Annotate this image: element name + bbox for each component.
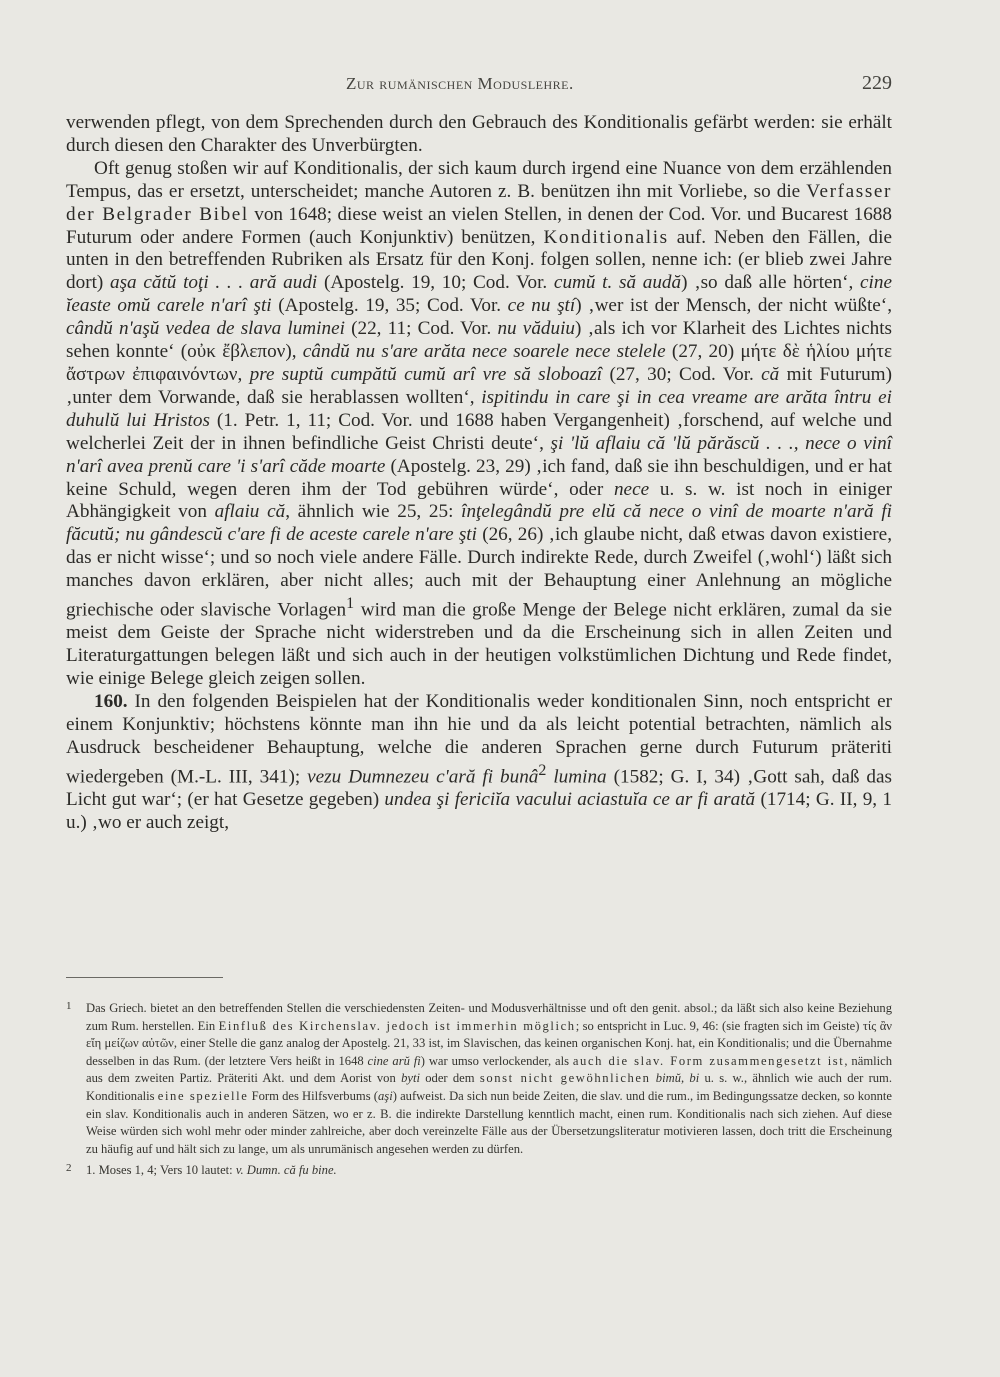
footnote-divider [66,977,223,978]
text-run: (1582; G. I, 34) ‚Gott sah, daß das Licht gut war‘; (er hat Gesetze gegeben) [66,766,893,811]
romanian-quote: ce nu ştí [507,295,576,317]
text-run: 1. Moses 1, 4; Vers 10 lautet: [86,1163,236,1178]
spaced-text: sonst nicht gewöhnlichen [479,1071,651,1086]
running-header [66,74,892,100]
text-run: , nämlich aus dem zweiten Partiz. Präteriti Akt. und dem Aorist von [86,1053,892,1086]
text-run: (22, 11; Cod. Vor. [344,318,498,340]
text-run: mit Futurum) ‚unter dem Vorwande, daß sie herablassen wollten‘, [66,363,892,408]
text-run: ) ‚wer ist der Mensch, der nicht wüßte‘, [575,295,892,317]
page-number: 229 [862,72,892,94]
paragraph-continuation [66,112,892,158]
main-text [66,112,892,835]
footnote-1 [66,1000,893,1158]
text-run: wird man die große Menge der Belege nicht erklären, zumal da sie meist dem Geiste der Sprache nicht widerstreben und da die Erscheinung sich in allen Zeiten und Literaturgattungen belegen läßt und sich auch in der heutigen volkstümlichen Dichtung und Rede findet, wie einige Belege gleich zeigen sollen. [66,599,892,690]
text-run: ; so entspricht in Luc. 9, 46: (sie fragten sich im Geiste) τίς ἂν εἴη μείζων αὐτῶν, einer Stelle die ganz analog der Apostelg. 21, 33 ist, im Slavischen, das keinen organischen Konj. hat, ein Konditionalis; und die Übernahme desselben in das Rum. (der letztere Vers heißt in 1648 [86,1018,892,1068]
text-run: Form des Hilfsverbums ( [248,1088,378,1103]
text-run: auf. Neben den Fällen, die unten in den betreffenden Rubriken als Ersatz für den Konj. folgen sollen, nenne ich: (er blieb zwei Jahre dort) [66,226,892,294]
romanian-quote: cumŭ t. să audă [553,272,682,294]
romanian-quote: cine ĭeaste omŭ carele n'arî şti [66,272,892,317]
text-run: (1. Petr. 1, 11; Cod. Vor. und 1688 haben Vergangenheit) ‚forschend, auf welche und welcherlei Zeit der in ihnen befindliche Geist Christi deute‘, [66,409,893,454]
text-run: u. s. w. ist noch in einiger Abhängigkeit von [66,478,892,523]
section-number: 160. [94,691,128,713]
romanian-quote: lumina [546,766,607,788]
romanian-quote: şi 'lŭ aflaiu că 'lŭ părăscŭ . . ., nece o vinî n'arî avea prenŭ care 'i s'arî căde moarte [66,432,892,477]
text-run: verwenden pflegt, von dem Sprechenden durch den Gebrauch des Konditionalis gefärbt werden: sie erhält durch diesen den Charakter des Unverbürgten. [66,112,892,156]
text-run: (1714; G. II, 9, 1 u.) ‚wo er auch zeigt, [66,789,893,833]
romanian-quote: cândŭ n'aşŭ vedea de slava luminei [66,318,345,340]
romanian-quote: înţelegândŭ pre elŭ că nece o vinî de moarte n'ară fi făcutŭ; nu gândescŭ c'are fi de aceste carele n'are şti [66,501,892,546]
romanian-quote: undea şi fericiĭa vacului aciastuĭa ce ar fi arată [384,789,756,811]
footnote-mark: 2 [66,1162,72,1175]
text-run: , ähnlich wie 25, 25: [285,501,462,523]
romanian-quote: cine arŭ fi [367,1053,421,1068]
romanian-quote: ispitindu in care şi in cea vreame are arăta întru ei duhulŭ lui Hristos [66,386,892,431]
text-run: Das Griech. bietet an den betreffenden Stellen die verschiedensten Zeiten- und Modusverhältnisse und oft den genit. absol.; da läßt sich also keine Beziehung zum Rum. herstellen. Ein [86,1001,892,1033]
text-run: von 1648; diese weist an vielen Stellen, in denen der Cod. Vor. und Bucarest 1688 Futurum oder andere Formen (auch Konjunktiv) benützen, [66,203,892,248]
paragraph-conditional-examples [66,158,892,691]
romanian-quote: nece [613,478,650,500]
slavic-term: bimŭ, bi [655,1071,700,1086]
text-run: (26, 26) ‚ich glaube nicht, daß etwas davon existiere, das er nicht wisse‘; und so noch viele andere Fälle. Durch indirekte Rede, durch Zweifel (‚wohl‘) läßt sich manches davon erklären, aber nicht alles; auch mit der Behauptung einer Anlehnung an mögliche griechische oder slavische Vorlagen [66,524,892,621]
text-run: ) ‚so daß alle hörten‘, [681,272,861,294]
text-run: (Apostelg. 19, 35; Cod. Vor. [271,295,508,317]
spaced-text: Verfasser der Belgrader Bibel [66,180,892,225]
paragraph-section-160 [66,691,892,835]
romanian-quote: vezu Dumnezeu c'ară fi bunâ [307,766,539,788]
spaced-text: auch die slav. Form zusammengesetzt ist [572,1053,845,1068]
text-run: Oft genug stoßen wir auf Konditionalis, der sich kaum durch irgend eine Nuance von dem erzählenden Tempus, das er ersetzt, unterscheidet; manche Autoren z. B. benützen ihn mit Vorliebe, so die [66,157,892,202]
text-run: (Apostelg. 23, 29) ‚ich fand, daß sie ihn beschuldigen, und er hat keine Schuld, wegen deren ihm der Tod gebühren würde‘, oder [66,455,892,500]
romanian-quote: nu văduiu [497,318,576,340]
text-run: (Apostelg. 19, 10; Cod. Vor. [317,272,554,294]
running-title: Zur rumänischen Moduslehre. [346,74,574,93]
romanian-quote: aşi [378,1088,393,1103]
spaced-text: eine spezielle [157,1088,249,1103]
romanian-quote: pre suptŭ cumpătŭ cumŭ arî vre să sloboazî [249,363,603,385]
romanian-quote: că [761,363,780,385]
text-run: ) aufweist. Da sich nun beide Zeiten, die slav. und die rum., im Bedingungssatze decken, so konnte ein slav. Konditionalis auch in anderen Sätzen, wo er z. B. die indirekte Darstellung kenntlich macht, einen rum. Konditionalis nach sich ziehen. Auf diese Weise würden sich wohl mehr oder minder zahlreiche, aber doch vereinzelte Fälle aus der Übersetzungsliteratur motivieren lassen, doch tritt die Erscheinung zu häufig auf und hält sich zu lange, um als unrumänisch angesehen werden zu dürfen. [86,1088,893,1156]
romanian-quote: cândŭ nu s'are arăta nece soarele nece stelele [302,341,666,363]
spaced-text: Konditionalis [543,226,669,248]
text-run: ) ‚als ich vor Klarheit des Lichtes nichts sehen konnte‘ (οὐκ ἔβλεπον), [66,318,892,363]
footnote-2 [66,1162,892,1180]
footnote-reference[interactable]: 1 [346,595,355,613]
slavic-term: byti [401,1071,420,1086]
footnotes [66,1000,893,1180]
text-run: u. s. w., ähnlich wie auch der rum. Konditionalis [86,1071,892,1103]
spaced-text: Einfluß des Kirchenslav. jedoch ist immerhin möglich [218,1018,576,1033]
text-run: ) war umso verlockender, als [420,1053,573,1068]
text-run: (27, 20) μήτε δὲ ἡλίου μήτε ἄστρων ἐπιφαινόντων, [66,341,892,385]
footnote-mark: 1 [66,1000,72,1012]
footnote-reference[interactable]: 2 [538,761,547,779]
text-run: oder dem [419,1071,480,1086]
text-run: (27, 30; Cod. Vor. [602,363,762,385]
text-run: In den folgenden Beispielen hat der Konditionalis weder konditionalen Sinn, noch entspricht er einem Konjunktiv; höchstens könnte man ihn hie und da als leicht potential betrachten, nämlich als Ausdruck bescheidener Behauptung, welche die anderen Sprachen gerne durch Futurum präteriti wiedergeben (M.-L. III, 341); [66,691,892,788]
romanian-quote: aflaiu că [214,501,286,523]
romanian-quote: v. Dumn. că fu bine. [235,1163,337,1178]
romanian-quote: aşa cătŭ toţi . . . ară audi [110,272,318,294]
